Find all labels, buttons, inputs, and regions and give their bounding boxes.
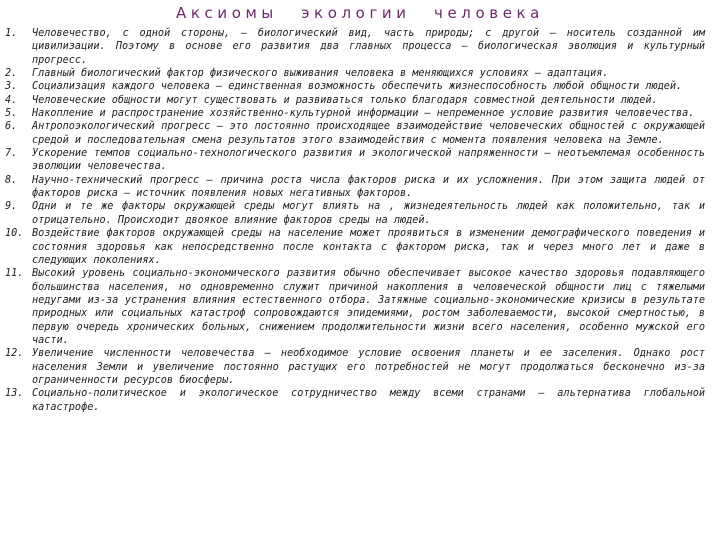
axiom-item — [5, 387, 705, 414]
axiom-number: 4. — [5, 94, 18, 106]
slide-title: Аксиомы экологии человека — [176, 4, 544, 22]
axiom-text: Воздействие факторов окружающей среды на население может проявиться в изменении демографического поведения и состояния здоровья как непосредственно после контакта с фактором риска, так и через много лет и даже в следующих поколениях. — [32, 228, 705, 266]
axiom-item — [5, 267, 705, 347]
axiom-text: Накопление и распространение хозяйственно-культурной информации — непременное условие развития человечества. — [32, 108, 695, 120]
axiom-item — [5, 227, 705, 267]
axiom-number: 9. — [5, 201, 18, 213]
axiom-number: 5. — [5, 108, 18, 120]
axiom-text: Человеческие общности могут существовать и развиваться только благодаря совместной деятельности людей. — [32, 94, 658, 106]
axiom-list — [5, 27, 705, 414]
axiom-item — [5, 27, 705, 67]
axiom-number: 10. — [5, 228, 24, 240]
axiom-item — [5, 67, 705, 80]
axiom-item — [5, 120, 705, 147]
axiom-text: Высокий уровень социально-экономического развития обычно обеспечивает высокое качество здоровья подавляющего большинства населения, но одновременно служит причиной накопления в человеческой общности лиц с тяжелыми недугами из-за устранения влияния естественного отбора. Затяжные социально-экономические кризисы в результате природных или социальных катастроф сопровождаются эпидемиями, ростом заболеваемости, высокой смертностью, в первую очередь хронических больных, снижением продолжительности жизни всего населения, особенно мужской его части. — [32, 268, 705, 346]
axiom-number: 8. — [5, 174, 18, 186]
axiom-item — [5, 94, 705, 107]
axiom-text: Главный биологический фактор физического выживания человека в меняющихся условиях — адаптация. — [32, 68, 609, 80]
axiom-text: Увеличение численности человечества — необходимое условие освоения планеты и ее заселения. Однако рост населения Земли и увеличение постоянно растущих его потребностей не могут продолжаться бесконечно из-за ограниченности ресурсов биосферы. — [32, 348, 705, 386]
axiom-number: 6. — [5, 121, 18, 133]
axiom-text: Одни и те же факторы окружающей среды могут влиять на , жизнедеятельность людей как положительно, так и отрицательно. Происходит двоякое влияние факторов среды на людей. — [32, 201, 705, 226]
axiom-text: Человечество, с одной стороны, — биологический вид, часть природы; с другой — носитель созданной им цивилизации. Поэтому в основе его развития два главных процесса — биологическая эволюция и культурный прогресс. — [32, 28, 705, 66]
axiom-number: 1. — [5, 28, 18, 39]
axiom-item — [5, 200, 705, 227]
axiom-number: 3. — [5, 81, 18, 93]
axiom-number: 12. — [5, 348, 24, 360]
axiom-number: 11. — [5, 268, 24, 280]
axiom-text: Антропоэкологический прогресс — это постоянно происходящее взаимодействие человеческих общностей с окружающей средой и последовательная смена результатов этого взаимодействия с момента появления человека на Земле. — [32, 121, 705, 146]
axiom-item — [5, 80, 705, 93]
axiom-text: Научно-технический прогресс — причина роста числа факторов риска и их усложнения. При этом защита людей от факторов риска — источник появления новых негативных факторов. — [32, 174, 705, 200]
axiom-number: 13. — [5, 388, 24, 400]
axiom-number: 7. — [5, 148, 18, 160]
axiom-text: Ускорение темпов социально-технологического развития и экологической напряженности — неотъемлемая особенность эволюции человечества. — [32, 148, 705, 173]
axiom-text: Социально-политическое и экологическое сотрудничество между всеми странами — альтернатива глобальной катастрофе. — [32, 388, 705, 413]
axiom-text: Социализация каждого человека — единственная возможность обеспечить жизнеспособность любой общности людей. — [32, 81, 683, 93]
axiom-item — [5, 147, 705, 174]
axiom-number: 2. — [5, 68, 18, 80]
axiom-item — [5, 347, 705, 387]
axiom-item — [5, 107, 705, 120]
axiom-item — [5, 174, 705, 201]
